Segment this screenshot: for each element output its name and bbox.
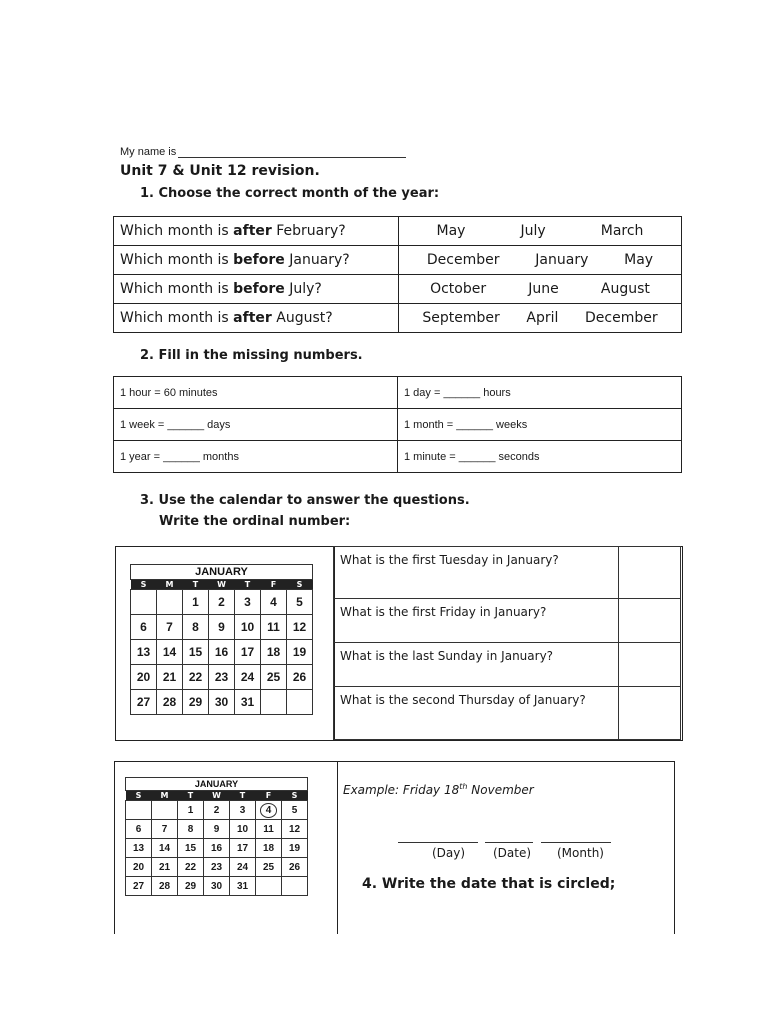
missing-numbers-table	[113, 376, 682, 473]
calendar-day: 23	[209, 665, 235, 690]
calendar-day: 10	[235, 615, 261, 640]
calendar-day: 20	[131, 665, 157, 690]
calendar-day	[256, 877, 282, 896]
date-label: (Date)	[493, 846, 532, 860]
calendar-day: 29	[178, 877, 204, 896]
calendar-day: 26	[287, 665, 313, 690]
ordinal-question-row	[334, 643, 681, 687]
calendar-day: 13	[131, 640, 157, 665]
month-question-row	[114, 246, 682, 275]
month-option[interactable]: May	[624, 252, 654, 268]
calendar-day: 19	[282, 839, 308, 858]
ordinal-question-row	[334, 687, 681, 740]
calendar-day: 12	[282, 820, 308, 839]
calendar-week	[131, 665, 313, 690]
calendar-1	[130, 564, 313, 715]
month-question-row	[114, 275, 682, 304]
conversion-cell[interactable]: 1 year = ______ months	[114, 441, 398, 473]
calendar-week	[131, 640, 313, 665]
calendar-month: JANUARY	[126, 778, 308, 791]
calendar-day: 25	[261, 665, 287, 690]
calendar-day: 12	[287, 615, 313, 640]
ordinal-answer-cell[interactable]	[619, 599, 681, 643]
conversion-row	[114, 377, 682, 409]
month-option[interactable]: April	[526, 310, 559, 326]
calendar-day-header: S	[287, 580, 313, 590]
month-options	[399, 275, 682, 304]
calendar-week	[131, 690, 313, 715]
calendar-day: 25	[256, 858, 282, 877]
ordinal-question-row	[334, 599, 681, 643]
calendar-day-header: T	[230, 791, 256, 801]
calendar-day: 21	[157, 665, 183, 690]
calendar-week	[131, 590, 313, 615]
calendar-day-header: F	[256, 791, 282, 801]
month-question: Which month is after February?	[114, 217, 399, 246]
section3-subheading: Write the ordinal number:	[159, 514, 351, 529]
calendar-day-header: F	[261, 580, 287, 590]
calendar-day: 13	[126, 839, 152, 858]
calendar-day: 22	[178, 858, 204, 877]
calendar-grid	[130, 564, 313, 715]
ordinal-answer-cell[interactable]	[619, 643, 681, 687]
month-option[interactable]: August	[600, 281, 650, 297]
calendar-day: 22	[183, 665, 209, 690]
calendar-day: 17	[230, 839, 256, 858]
month-options	[399, 304, 682, 333]
calendar-day: 31	[235, 690, 261, 715]
calendar-day-header: S	[131, 580, 157, 590]
calendar-week	[126, 858, 308, 877]
calendar-day: 18	[256, 839, 282, 858]
calendar-day: 14	[152, 839, 178, 858]
calendar-2	[125, 777, 308, 896]
calendar-day-header: S	[126, 791, 152, 801]
calendar-day: 16	[204, 839, 230, 858]
month-answer-line[interactable]	[541, 842, 611, 843]
calendar-day: 6	[126, 820, 152, 839]
section1-heading: 1. Choose the correct month of the year:	[140, 186, 440, 201]
question-table	[333, 546, 681, 740]
ordinal-answer-cell[interactable]	[619, 547, 681, 599]
calendar-day: 2	[204, 801, 230, 820]
month-question: Which month is before July?	[114, 275, 399, 304]
calendar-day	[157, 590, 183, 615]
conversion-row	[114, 441, 682, 473]
calendar-day: 8	[178, 820, 204, 839]
name-label: My name is	[120, 146, 177, 158]
calendar-day: 19	[287, 640, 313, 665]
calendar-day: 14	[157, 640, 183, 665]
calendar-day: 5	[287, 590, 313, 615]
calendar-day: 18	[261, 640, 287, 665]
calendar-day	[152, 801, 178, 820]
name-line	[120, 146, 406, 158]
calendar-day: 1	[178, 801, 204, 820]
conversion-cell[interactable]: 1 day = ______ hours	[398, 377, 682, 409]
calendar-week	[126, 839, 308, 858]
month-choice-table	[113, 216, 682, 333]
calendar-day: 28	[157, 690, 183, 715]
calendar-day: 30	[209, 690, 235, 715]
section3-heading: 3. Use the calendar to answer the questions.	[140, 493, 470, 508]
month-option[interactable]: May	[436, 223, 466, 239]
box-divider	[337, 762, 338, 934]
calendar-day: 26	[282, 858, 308, 877]
ordinal-question: What is the first Tuesday in January?	[334, 547, 619, 599]
calendar-day: 21	[152, 858, 178, 877]
month-question-row	[114, 304, 682, 333]
calendar-day: 31	[230, 877, 256, 896]
ordinal-question: What is the first Friday in January?	[334, 599, 619, 643]
worksheet-title: Unit 7 & Unit 12 revision.	[120, 163, 320, 179]
calendar-day: 16	[209, 640, 235, 665]
month-options	[399, 246, 682, 275]
calendar-day: 17	[235, 640, 261, 665]
calendar-grid	[125, 777, 308, 896]
calendar-day: 30	[204, 877, 230, 896]
calendar-day	[282, 877, 308, 896]
month-option[interactable]: March	[600, 223, 644, 239]
month-option[interactable]: December	[426, 252, 500, 268]
calendar-day: 8	[183, 615, 209, 640]
calendar-week	[126, 801, 308, 820]
ordinal-question: What is the second Thursday of January?	[334, 687, 619, 740]
calendar-day: 9	[209, 615, 235, 640]
calendar-week	[126, 820, 308, 839]
month-option[interactable]: July	[520, 223, 546, 239]
calendar-day: 23	[204, 858, 230, 877]
calendar-month: JANUARY	[131, 565, 313, 580]
calendar-day: 1	[183, 590, 209, 615]
calendar-day: 9	[204, 820, 230, 839]
calendar-day: 4	[261, 590, 287, 615]
calendar-day-header: T	[235, 580, 261, 590]
month-option[interactable]: January	[535, 252, 589, 268]
calendar-day	[256, 801, 282, 820]
calendar-day: 28	[152, 877, 178, 896]
calendar-day: 3	[230, 801, 256, 820]
calendar-day: 27	[126, 877, 152, 896]
month-label: (Month)	[557, 846, 604, 860]
calendar-day-header: T	[178, 791, 204, 801]
month-options	[399, 217, 682, 246]
calendar-day-header: M	[157, 580, 183, 590]
section2-heading: 2. Fill in the missing numbers.	[140, 348, 363, 363]
conversion-cell[interactable]: 1 hour = 60 minutes	[114, 377, 398, 409]
calendar-day-header: T	[183, 580, 209, 590]
calendar-day: 11	[256, 820, 282, 839]
conversion-row	[114, 409, 682, 441]
name-input-line[interactable]	[178, 147, 406, 158]
calendar-day: 3	[235, 590, 261, 615]
day-label: (Day)	[432, 846, 466, 860]
example-text: Example: Friday 18th November	[343, 782, 534, 797]
month-question: Which month is before January?	[114, 246, 399, 275]
month-option[interactable]: June	[528, 281, 559, 297]
calendar-day: 15	[183, 640, 209, 665]
calendar-day-header: W	[204, 791, 230, 801]
circled-day: 4	[260, 803, 278, 818]
calendar-day-header: S	[282, 791, 308, 801]
month-question: Which month is after August?	[114, 304, 399, 333]
ordinal-question-row	[334, 547, 681, 599]
ordinal-question: What is the last Sunday in January?	[334, 643, 619, 687]
calendar-day: 7	[152, 820, 178, 839]
day-answer-line[interactable]	[398, 842, 478, 843]
calendar-week	[126, 877, 308, 896]
date-answer-line[interactable]	[485, 842, 533, 843]
calendar-day: 2	[209, 590, 235, 615]
calendar-day: 10	[230, 820, 256, 839]
conversion-cell[interactable]: 1 minute = ______ seconds	[398, 441, 682, 473]
calendar-day: 11	[261, 615, 287, 640]
calendar-day-header: M	[152, 791, 178, 801]
calendar-day: 6	[131, 615, 157, 640]
calendar-day	[287, 690, 313, 715]
calendar-week	[131, 615, 313, 640]
month-question-row	[114, 217, 682, 246]
calendar-day	[261, 690, 287, 715]
calendar-day: 5	[282, 801, 308, 820]
ordinal-answer-cell[interactable]	[619, 687, 681, 740]
calendar-day	[131, 590, 157, 615]
conversion-cell[interactable]: 1 month = ______ weeks	[398, 409, 682, 441]
calendar-day: 27	[131, 690, 157, 715]
calendar-day-header: W	[209, 580, 235, 590]
calendar-day: 7	[157, 615, 183, 640]
month-option[interactable]: September	[422, 310, 500, 326]
calendar-day: 20	[126, 858, 152, 877]
calendar-day: 29	[183, 690, 209, 715]
calendar-day: 15	[178, 839, 204, 858]
calendar-day: 24	[235, 665, 261, 690]
section4-heading: 4. Write the date that is circled;	[362, 876, 616, 892]
month-option[interactable]: December	[585, 310, 658, 326]
calendar-day	[126, 801, 152, 820]
conversion-cell[interactable]: 1 week = ______ days	[114, 409, 398, 441]
calendar-day: 24	[230, 858, 256, 877]
month-option[interactable]: October	[430, 281, 487, 297]
